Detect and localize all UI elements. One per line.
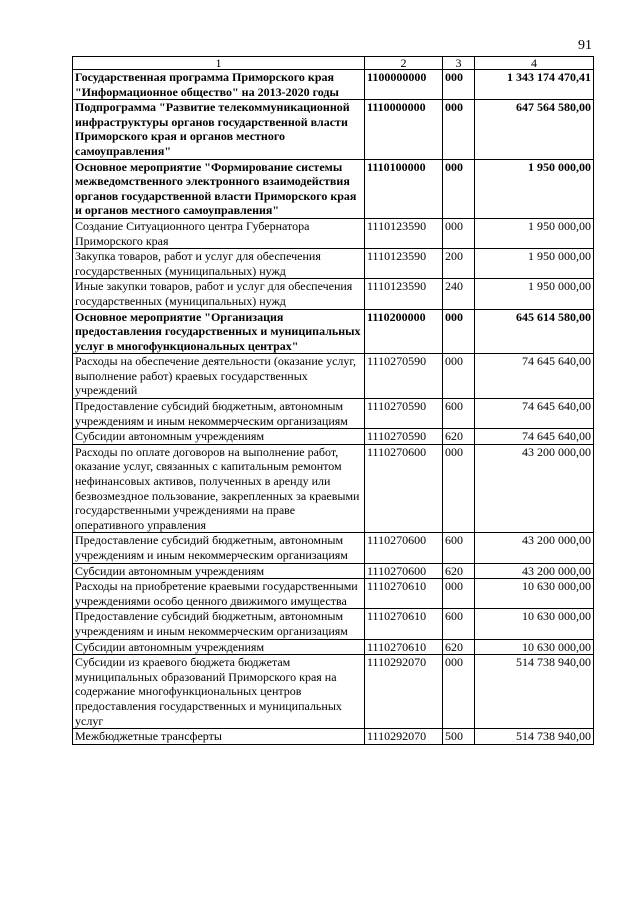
row-name-cell: Расходы на обеспечение деятельности (оказание услуг, выполнение работ) краевых государственных учреждений — [73, 354, 365, 399]
row-type-cell: 000 — [443, 309, 475, 354]
row-name-cell: Предоставление субсидий бюджетным, автономным учреждениям и иным некоммерческим организациям — [73, 533, 365, 563]
row-type-cell: 000 — [443, 655, 475, 729]
row-type-cell: 000 — [443, 70, 475, 100]
row-type-cell: 000 — [443, 100, 475, 159]
row-code-cell: 1110270590 — [365, 354, 443, 399]
row-code-cell: 1110200000 — [365, 309, 443, 354]
row-amount-cell: 1 950 000,00 — [475, 159, 594, 218]
row-amount-cell: 647 564 580,00 — [475, 100, 594, 159]
row-amount-cell: 10 630 000,00 — [475, 639, 594, 655]
table-row — [73, 100, 594, 159]
row-amount-cell: 43 200 000,00 — [475, 444, 594, 533]
row-type-cell: 000 — [443, 159, 475, 218]
row-name-cell: Основное мероприятие "Формирование системы межведомственного электронного взаимодействия органов государственной власти Приморского края и органов местного самоуправления" — [73, 159, 365, 218]
table-row — [73, 429, 594, 445]
row-code-cell: 1110123590 — [365, 279, 443, 309]
row-code-cell: 1110270610 — [365, 579, 443, 609]
row-amount-cell: 1 950 000,00 — [475, 218, 594, 248]
row-amount-cell: 10 630 000,00 — [475, 579, 594, 609]
row-name-cell: Государственная программа Приморского края "Информационное общество" на 2013-2020 годы — [73, 70, 365, 100]
table-row — [73, 729, 594, 745]
row-amount-cell: 74 645 640,00 — [475, 429, 594, 445]
row-type-cell: 620 — [443, 639, 475, 655]
row-amount-cell: 1 343 174 470,41 — [475, 70, 594, 100]
row-code-cell: 1110270600 — [365, 563, 443, 579]
row-amount-cell: 645 614 580,00 — [475, 309, 594, 354]
row-type-cell: 600 — [443, 533, 475, 563]
row-name-cell: Закупка товаров, работ и услуг для обеспечения государственных (муниципальных) нужд — [73, 249, 365, 279]
table-row — [73, 533, 594, 563]
table-row — [73, 354, 594, 399]
row-name-cell: Субсидии автономным учреждениям — [73, 429, 365, 445]
row-amount-cell: 514 738 940,00 — [475, 655, 594, 729]
row-type-cell: 240 — [443, 279, 475, 309]
row-name-cell: Предоставление субсидий бюджетным, автономным учреждениям и иным некоммерческим организациям — [73, 609, 365, 639]
row-type-cell: 000 — [443, 444, 475, 533]
row-code-cell: 1110270600 — [365, 533, 443, 563]
table-row — [73, 218, 594, 248]
table-row — [73, 309, 594, 354]
table-row — [73, 579, 594, 609]
table-row — [73, 639, 594, 655]
row-type-cell: 600 — [443, 399, 475, 429]
table-row — [73, 399, 594, 429]
row-name-cell: Субсидии из краевого бюджета бюджетам муниципальных образований Приморского края на содержание многофункциональных центров предоставления государственных и муниципальных услуг — [73, 655, 365, 729]
row-name-cell: Создание Ситуационного центра Губернатора Приморского края — [73, 218, 365, 248]
row-type-cell: 600 — [443, 609, 475, 639]
row-amount-cell: 1 950 000,00 — [475, 279, 594, 309]
row-type-cell: 000 — [443, 579, 475, 609]
row-code-cell: 1110292070 — [365, 655, 443, 729]
row-code-cell: 1110292070 — [365, 729, 443, 745]
row-type-cell: 500 — [443, 729, 475, 745]
row-name-cell: Подпрограмма "Развитие телекоммуникационной инфраструктуры органов государственной власти Приморского края и органов местного самоуправления" — [73, 100, 365, 159]
row-name-cell: Основное мероприятие "Организация предоставления государственных и муниципальных услуг в многофункциональных центрах" — [73, 309, 365, 354]
table-row — [73, 563, 594, 579]
column-header-2: 2 — [365, 57, 443, 70]
row-amount-cell: 74 645 640,00 — [475, 354, 594, 399]
row-code-cell: 1100000000 — [365, 70, 443, 100]
row-code-cell: 1110270600 — [365, 444, 443, 533]
row-name-cell: Расходы по оплате договоров на выполнение работ, оказание услуг, связанных с капитальным ремонтом нефинансовых активов, полученных в аренду или безвозмездное пользование, закрепленных за краевыми государственными учреждениями на праве оперативного управления — [73, 444, 365, 533]
row-code-cell: 1110123590 — [365, 218, 443, 248]
row-amount-cell: 1 950 000,00 — [475, 249, 594, 279]
row-amount-cell: 514 738 940,00 — [475, 729, 594, 745]
row-name-cell: Предоставление субсидий бюджетным, автономным учреждениям и иным некоммерческим организациям — [73, 399, 365, 429]
table-row — [73, 279, 594, 309]
row-amount-cell: 43 200 000,00 — [475, 533, 594, 563]
row-type-cell: 200 — [443, 249, 475, 279]
row-type-cell: 000 — [443, 354, 475, 399]
column-header-4: 4 — [475, 57, 594, 70]
row-name-cell: Иные закупки товаров, работ и услуг для обеспечения государственных (муниципальных) нужд — [73, 279, 365, 309]
row-name-cell: Межбюджетные трансферты — [73, 729, 365, 745]
row-code-cell: 1110270610 — [365, 609, 443, 639]
row-name-cell: Субсидии автономным учреждениям — [73, 639, 365, 655]
row-amount-cell: 43 200 000,00 — [475, 563, 594, 579]
row-name-cell: Расходы на приобретение краевыми государственными учреждениями особо ценного движимого имущества — [73, 579, 365, 609]
row-type-cell: 620 — [443, 429, 475, 445]
row-type-cell: 620 — [443, 563, 475, 579]
table-row — [73, 444, 594, 533]
table-row — [73, 70, 594, 100]
row-amount-cell: 74 645 640,00 — [475, 399, 594, 429]
column-header-1: 1 — [73, 57, 365, 70]
table-row — [73, 655, 594, 729]
row-code-cell: 1110123590 — [365, 249, 443, 279]
table-row — [73, 609, 594, 639]
row-type-cell: 000 — [443, 218, 475, 248]
row-code-cell: 1110100000 — [365, 159, 443, 218]
row-code-cell: 1110270590 — [365, 399, 443, 429]
row-amount-cell: 10 630 000,00 — [475, 609, 594, 639]
row-code-cell: 1110270610 — [365, 639, 443, 655]
column-header-3: 3 — [443, 57, 475, 70]
column-header-row — [73, 57, 594, 70]
budget-table — [72, 56, 594, 745]
row-code-cell: 1110000000 — [365, 100, 443, 159]
row-name-cell: Субсидии автономным учреждениям — [73, 563, 365, 579]
row-code-cell: 1110270590 — [365, 429, 443, 445]
table-row — [73, 249, 594, 279]
page-number: 91 — [578, 38, 592, 53]
table-row — [73, 159, 594, 218]
